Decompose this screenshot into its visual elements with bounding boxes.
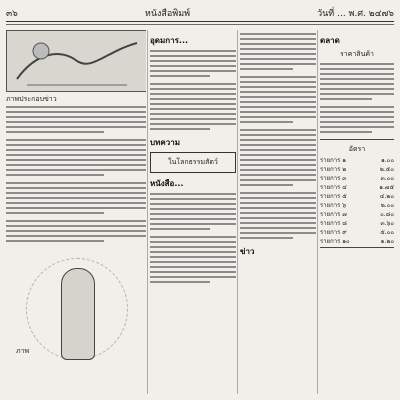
text-line	[6, 139, 146, 141]
table-row	[320, 157, 394, 164]
column-2-body-2	[150, 193, 236, 283]
text-line	[240, 68, 293, 70]
text-line	[6, 212, 104, 214]
image-caption: ภาพประกอบข่าว	[6, 95, 57, 103]
text-line	[6, 126, 146, 128]
column-1	[6, 30, 146, 394]
col2-box-title: ในโลกธรรมสัตว์	[168, 158, 218, 166]
table-row-value: ๑.๒๐	[380, 238, 394, 245]
text-line	[150, 88, 236, 90]
text-line	[6, 220, 146, 222]
col4-heading: ตลาด	[320, 36, 340, 45]
text-line	[6, 164, 146, 166]
table-row	[320, 238, 394, 245]
text-line	[6, 207, 146, 209]
text-line	[240, 197, 316, 199]
table-row-value: ๑.๐๐	[380, 157, 394, 164]
text-line	[6, 154, 146, 156]
table-row-label: รายการ ๑๐	[320, 238, 350, 245]
text-line	[320, 106, 394, 108]
table-row-value: ๓.๖๐	[380, 220, 394, 227]
paragraph	[320, 63, 394, 100]
text-line	[150, 203, 236, 205]
paragraph	[6, 106, 146, 133]
paragraph	[150, 83, 236, 130]
text-line	[150, 113, 236, 115]
text-line	[240, 144, 316, 146]
text-line	[150, 108, 236, 110]
text-line	[6, 235, 146, 237]
text-line	[240, 159, 316, 161]
text-line	[320, 88, 394, 90]
text-line	[150, 236, 236, 238]
text-line	[320, 78, 394, 80]
text-line	[6, 225, 146, 227]
text-line	[6, 116, 146, 118]
text-line	[150, 50, 236, 52]
text-line	[6, 182, 146, 184]
text-line	[150, 65, 236, 67]
text-line	[240, 212, 316, 214]
paper-name: หนังสือพิมพ์	[144, 9, 191, 19]
issue-info: วันที่ ... พ.ศ. ๒๔๗๖	[317, 9, 394, 19]
text-line	[240, 81, 316, 83]
text-line	[6, 121, 146, 123]
paragraph	[240, 76, 316, 123]
paragraph	[150, 236, 236, 283]
column-2-body-1	[150, 50, 236, 130]
text-line	[150, 75, 210, 77]
text-line	[240, 106, 316, 108]
text-line	[240, 164, 316, 166]
text-line	[320, 83, 394, 85]
price-table	[320, 139, 394, 248]
table-title: อัตรา	[348, 145, 366, 153]
column-divider-2	[237, 30, 238, 394]
text-line	[240, 184, 293, 186]
table-row	[320, 166, 394, 173]
text-line	[240, 129, 316, 131]
table-row-value: ๓.๐๐	[380, 175, 394, 182]
paragraph	[6, 182, 146, 214]
figure-label: ภาพ	[16, 347, 30, 355]
column-divider-1	[147, 30, 148, 394]
top-image	[6, 30, 146, 92]
text-line	[240, 96, 316, 98]
text-line	[240, 232, 316, 234]
paragraph	[240, 129, 316, 186]
table-row-value: ๒.๕๐	[379, 166, 394, 173]
text-line	[150, 93, 236, 95]
text-line	[6, 131, 104, 133]
table-row-label: รายการ ๗	[320, 211, 347, 218]
text-line	[150, 223, 236, 225]
column-4	[320, 30, 394, 394]
text-line	[320, 63, 394, 65]
text-line	[6, 174, 104, 176]
column-1-body	[6, 106, 146, 242]
text-line	[150, 246, 236, 248]
col2-heading-2: บทความ	[150, 138, 180, 147]
text-line	[150, 60, 236, 62]
column-divider-3	[317, 30, 318, 394]
header-rule-top	[6, 21, 394, 22]
table-row	[320, 229, 394, 236]
table-row-label: รายการ ๔	[320, 184, 347, 191]
table-row-label: รายการ ๕	[320, 193, 347, 200]
text-line	[240, 139, 316, 141]
paragraph	[150, 193, 236, 230]
text-line	[150, 261, 236, 263]
table-row	[320, 175, 394, 182]
column-4-body	[320, 63, 394, 133]
text-line	[240, 63, 316, 65]
text-line	[150, 123, 236, 125]
text-line	[320, 111, 394, 113]
table-row-label: รายการ ๒	[320, 166, 347, 173]
text-line	[320, 68, 394, 70]
text-line	[6, 192, 146, 194]
text-line	[240, 76, 316, 78]
page-header	[6, 6, 394, 20]
col4-subheading: ราคาสินค้า	[340, 50, 374, 58]
table-row	[320, 193, 394, 200]
text-line	[240, 86, 316, 88]
col2-section-title: หนังสือ...	[150, 179, 184, 188]
text-line	[150, 118, 236, 120]
text-line	[150, 213, 236, 215]
col2-box	[150, 152, 236, 173]
text-line	[240, 53, 316, 55]
table-row-value: ๕.๐๐	[380, 229, 394, 236]
text-line	[240, 91, 316, 93]
column-3-body	[240, 33, 316, 239]
text-line	[6, 230, 146, 232]
text-line	[6, 187, 146, 189]
table-row-label: รายการ ๓	[320, 175, 347, 182]
table-row	[320, 184, 394, 191]
paragraph	[240, 33, 316, 70]
table-row-label: รายการ ๑	[320, 157, 347, 164]
paragraph	[6, 220, 146, 242]
text-line	[240, 169, 316, 171]
table-row-value: ๒.๐๐	[380, 202, 394, 209]
text-line	[240, 154, 316, 156]
table-row-value: ๔.๒๐	[379, 193, 394, 200]
text-line	[240, 134, 316, 136]
text-line	[240, 38, 316, 40]
text-line	[150, 193, 236, 195]
column-3	[240, 30, 316, 394]
text-line	[240, 217, 316, 219]
text-line	[150, 218, 236, 220]
text-line	[150, 70, 236, 72]
text-line	[240, 179, 316, 181]
table-row-label: รายการ ๙	[320, 229, 347, 236]
text-line	[150, 198, 236, 200]
text-line	[6, 106, 146, 108]
paragraph	[240, 192, 316, 239]
text-line	[320, 126, 394, 128]
text-line	[6, 144, 146, 146]
figure-person	[61, 268, 95, 360]
text-line	[150, 128, 210, 130]
text-line	[150, 103, 236, 105]
table-row-value: ๑.๗๕	[379, 184, 394, 191]
table-row	[320, 202, 394, 209]
text-line	[6, 149, 146, 151]
paragraph	[6, 139, 146, 176]
text-line	[240, 58, 316, 60]
text-line	[240, 48, 316, 50]
paragraph	[320, 106, 394, 133]
text-line	[240, 116, 316, 118]
text-line	[240, 101, 316, 103]
header-rule-bottom	[6, 24, 394, 25]
text-line	[240, 121, 293, 123]
text-line	[150, 55, 236, 57]
page-number: ๓๖	[6, 9, 18, 19]
text-line	[6, 169, 146, 171]
text-line	[240, 227, 316, 229]
text-line	[320, 73, 394, 75]
lower-figure	[6, 248, 146, 368]
text-line	[6, 202, 146, 204]
text-line	[150, 98, 236, 100]
paragraph	[150, 50, 236, 77]
table-row-label: รายการ ๘	[320, 220, 347, 227]
text-line	[150, 271, 236, 273]
text-line	[240, 174, 316, 176]
image-illustration	[7, 31, 146, 91]
col2-heading-1: อุดมการ...	[150, 36, 189, 45]
col3-footer-heading: ข่าว	[240, 247, 255, 256]
text-line	[320, 98, 372, 100]
text-line	[150, 266, 236, 268]
text-line	[320, 121, 394, 123]
table-rows	[320, 157, 394, 245]
text-line	[240, 43, 316, 45]
text-line	[240, 111, 316, 113]
text-line	[6, 240, 104, 242]
text-line	[6, 111, 146, 113]
text-line	[150, 228, 210, 230]
text-line	[320, 93, 394, 95]
table-row	[320, 220, 394, 227]
text-line	[150, 251, 236, 253]
text-line	[320, 116, 394, 118]
text-line	[150, 208, 236, 210]
text-line	[240, 237, 293, 239]
text-line	[240, 192, 316, 194]
text-line	[320, 131, 372, 133]
text-line	[150, 276, 236, 278]
text-line	[240, 33, 316, 35]
text-line	[240, 202, 316, 204]
text-line	[150, 83, 236, 85]
text-line	[150, 241, 236, 243]
text-line	[240, 207, 316, 209]
text-line	[150, 256, 236, 258]
text-line	[150, 281, 210, 283]
text-line	[240, 149, 316, 151]
table-row-label: รายการ ๖	[320, 202, 347, 209]
text-line	[6, 197, 146, 199]
text-line	[240, 222, 316, 224]
table-row-value: ๐.๘๐	[380, 211, 394, 218]
table-row	[320, 211, 394, 218]
column-2	[150, 30, 236, 394]
text-line	[6, 159, 146, 161]
